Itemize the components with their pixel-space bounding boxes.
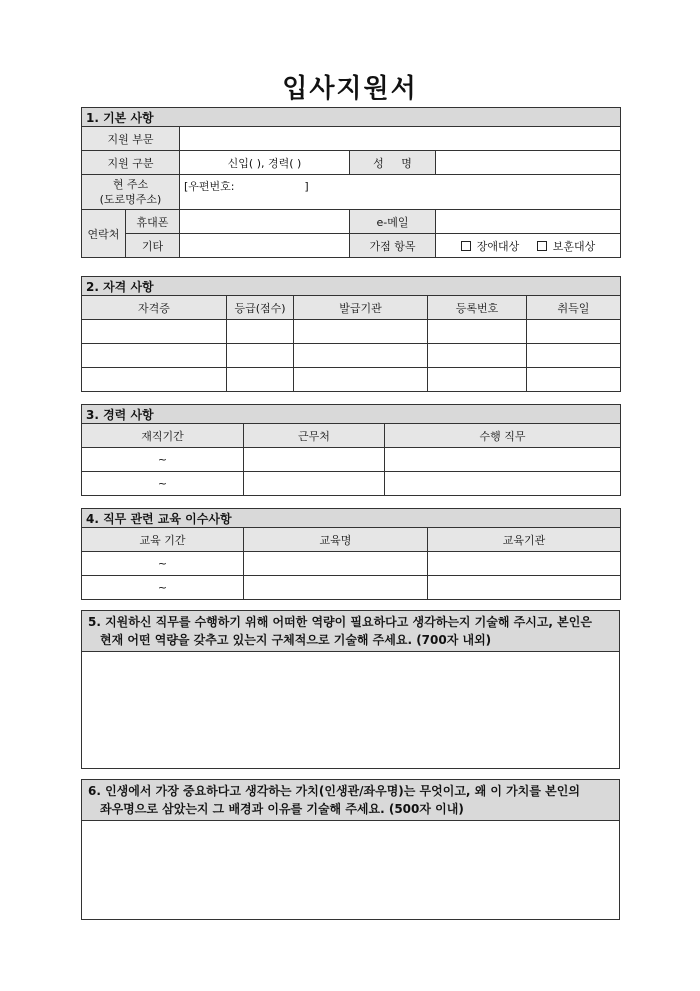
table-row: ~ xyxy=(82,472,621,496)
table-row xyxy=(82,320,621,344)
bonus-field xyxy=(436,234,621,258)
checkbox-icon xyxy=(537,241,547,251)
essay-6-line2: 좌우명으로 삼았는지 그 배경과 이유를 기술해 주세요. (500자 이내) xyxy=(100,802,464,816)
table-row: ~ xyxy=(82,576,621,600)
table-row: ~ xyxy=(82,448,621,472)
essay-6-answer[interactable] xyxy=(82,821,620,920)
col-header: 취득일 xyxy=(527,296,621,320)
contact-label: 연락처 xyxy=(82,210,126,258)
basic-info-table xyxy=(81,107,621,258)
essay-6-question xyxy=(82,780,620,821)
type-field[interactable]: 신입( ), 경력( ) xyxy=(180,151,350,175)
section-2-heading: 2. 자격 사항 xyxy=(82,277,621,296)
table-row: ~ xyxy=(82,552,621,576)
section-3-heading: 3. 경력 사항 xyxy=(82,405,621,424)
essay-5-answer[interactable] xyxy=(82,652,620,769)
essay-5-line1: 5. 지원하신 직무를 수행하기 위해 어떠한 역량이 필요하다고 생각하는지 기술해 주시고, 본인은 xyxy=(88,615,592,629)
essay-6-line1: 6. 인생에서 가장 중요하다고 생각하는 가치(인생관/좌우명)는 무엇이고, 왜 이 가치를 본인의 xyxy=(88,784,580,798)
address-label xyxy=(82,175,180,210)
name-field[interactable] xyxy=(436,151,621,175)
col-header: 교육기관 xyxy=(428,528,621,552)
col-header: 교육명 xyxy=(244,528,428,552)
col-header: 등록번호 xyxy=(428,296,527,320)
dept-field[interactable] xyxy=(180,127,621,151)
essay-5-question xyxy=(82,611,620,652)
name-label: 성 명 xyxy=(350,151,436,175)
other-field[interactable] xyxy=(180,234,350,258)
address-label-line2: (도로명주소) xyxy=(99,193,162,206)
mobile-label: 휴대폰 xyxy=(126,210,180,234)
col-header: 등급(점수) xyxy=(227,296,294,320)
other-label: 기타 xyxy=(126,234,180,258)
qualification-table xyxy=(81,276,621,392)
col-header: 교육 기간 xyxy=(82,528,244,552)
section-1-heading: 1. 기본 사항 xyxy=(82,108,621,127)
section-4-heading: 4. 직무 관련 교육 이수사항 xyxy=(82,509,621,528)
address-field[interactable]: [우편번호: ] xyxy=(180,175,621,210)
col-header: 근무처 xyxy=(244,424,385,448)
col-header: 수행 직무 xyxy=(385,424,621,448)
col-header: 재직기간 xyxy=(82,424,244,448)
email-label: e-메일 xyxy=(350,210,436,234)
email-field[interactable] xyxy=(436,210,621,234)
career-table xyxy=(81,404,621,496)
essay-5-line2: 현재 어떤 역량을 갖추고 있는지 구체적으로 기술해 주세요. (700자 내외) xyxy=(100,633,492,647)
table-row xyxy=(82,368,621,392)
education-table xyxy=(81,508,621,600)
veteran-checkbox[interactable]: 보훈대상 xyxy=(537,240,596,253)
essay-5-table xyxy=(81,610,620,769)
address-label-line1: 현 주소 xyxy=(112,178,149,191)
essay-6-table xyxy=(81,779,620,920)
page-title: 입사지원서 xyxy=(282,74,418,104)
disabled-checkbox[interactable]: 장애대상 xyxy=(461,240,520,253)
type-label: 지원 구분 xyxy=(82,151,180,175)
dept-label: 지원 부문 xyxy=(82,127,180,151)
mobile-field[interactable] xyxy=(180,210,350,234)
table-row xyxy=(82,344,621,368)
col-header: 자격증 xyxy=(82,296,227,320)
col-header: 발급기관 xyxy=(294,296,428,320)
bonus-label: 가점 항목 xyxy=(350,234,436,258)
checkbox-icon xyxy=(461,241,471,251)
